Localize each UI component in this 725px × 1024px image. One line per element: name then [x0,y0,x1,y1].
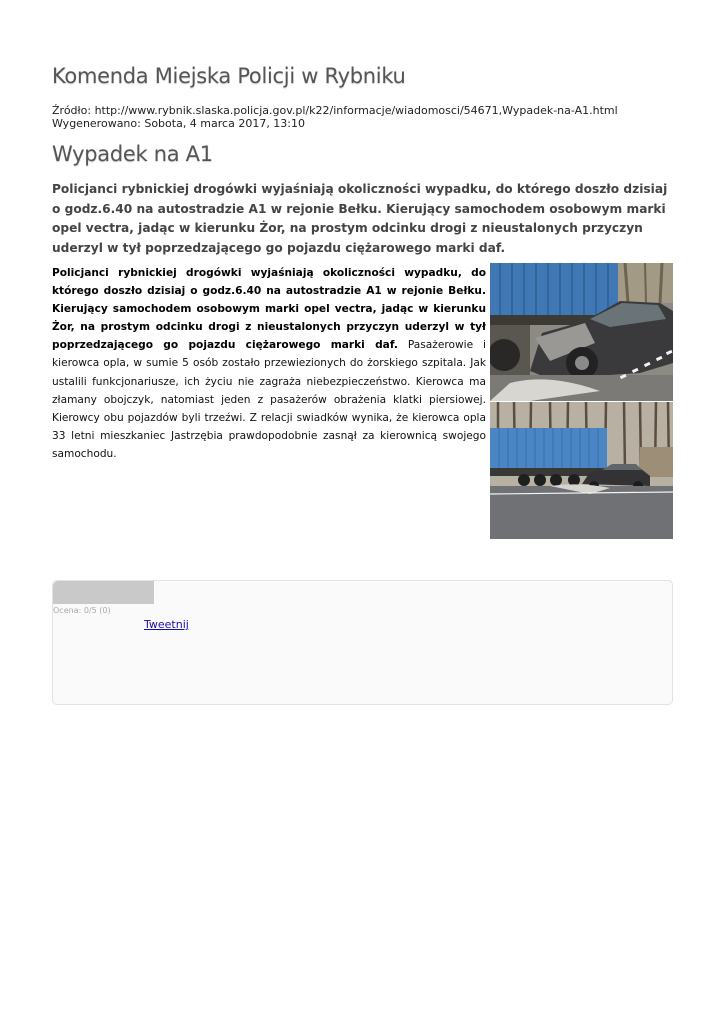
rating-panel [52,580,673,705]
article-body-bold: Policjanci rybnickiej drogówki wyjaśniają okoliczności wypadku, do którego doszło dzisiaj o godz.6.40 na autostradzie A1 w rejonie Bełku. Kierujący samochodem osobowym marki opel vectra, jadąc w kierunku Żor, na prostym odcinku drogi z nieustalonych przyczyn uderzyl w tył poprzedzającego go pojazdu ciężarowego marki daf. [52,267,486,352]
accident-photo-wide [490,402,673,539]
article-lead: Policjanci rybnickiej drogówki wyjaśniają okoliczności wypadku, do którego doszło dzisiaj o godz.6.40 na autostradzie A1 w rejonie Bełku. Kierujący samochodem osobowym marki opel vectra, jadąc w kierunku Żor, na prostym odcinku drogi z nieustalonych przyczyn uderzyl w tył poprzedzającego go pojazdu ciężarowego marki daf. [52,182,668,255]
site-title: Komenda Miejska Policji w Rybniku [52,64,406,88]
article-body-text: Pasażerowie i kierowca opla, w sumie 5 osób zostało przewiezionych do żorskiego szpitala. Jak ustalili funkcjonariusze, ich życiu nie zagraża niebezpieczeństwo. Kierowca ma złamany obojczyk, natomiast jeden z pasażerów obrażenia klatki piersiowej. Kierowcy obu pojazdów byli trzeźwi. Z relacji swiadków wynika, że kierowca opla 33 letni mieszkaniec Jastrzębia prawdopodobnie zasnął za kierownicą swojego samochodu. [52,339,486,460]
rating-text: Ocena: 0/5 (0) [53,606,111,615]
accident-photo-closeup [490,263,673,401]
source-line: Źródło: http://www.rybnik.slaska.policja.gov.pl/k22/informacje/wiadomosci/54671,Wypadek-na-A1.html [52,104,618,117]
article-body [52,264,486,463]
rating-bar[interactable] [53,581,154,604]
article-title: Wypadek na A1 [52,142,213,166]
generated-line: Wygenerowano: Sobota, 4 marca 2017, 13:10 [52,117,306,130]
page-meta [52,104,618,130]
tweet-link[interactable]: Tweetnij [144,618,189,631]
